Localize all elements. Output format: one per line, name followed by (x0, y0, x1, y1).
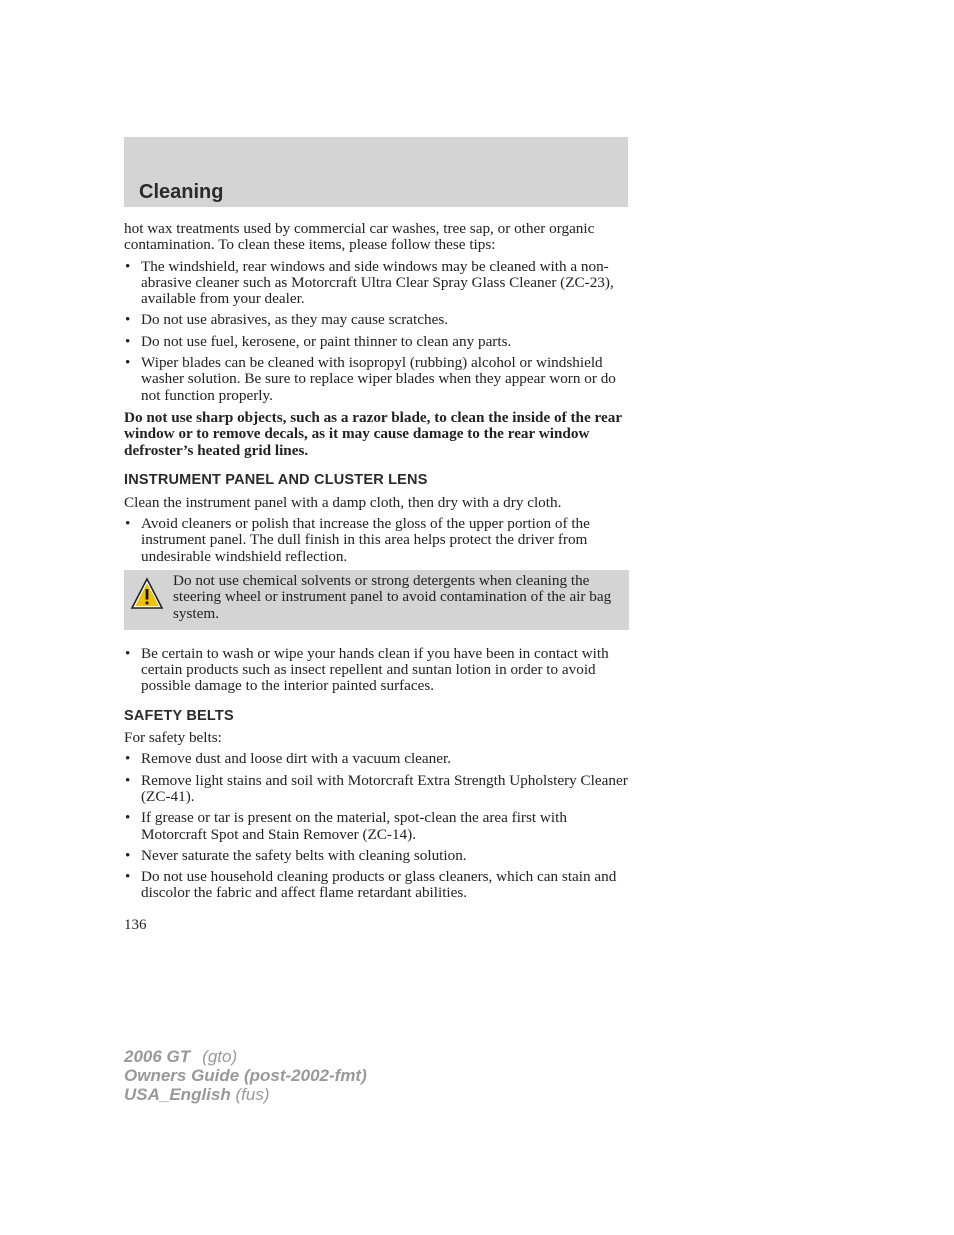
list-item: • Do not use fuel, kerosene, or paint thinner to clean any parts. (125, 332, 512, 350)
safety-belts-intro: For safety belts: (124, 729, 222, 747)
list-item: • If grease or tar is present on the material, spot-clean the area first with Motorcraft Spot and Stain Remover (ZC-14). (125, 809, 567, 843)
airbag-warning-box (124, 570, 629, 630)
bullet-glyph: • (125, 332, 131, 350)
section-header-band (124, 137, 628, 207)
list-item: • Remove dust and loose dirt with a vacuum cleaner. (125, 750, 451, 768)
list-item: • Avoid cleaners or polish that increase the gloss of the upper portion of the instrument panel. The dull finish in this area helps protect the driver from undesirable windshield reflection. (125, 515, 590, 565)
safety-belts-list (124, 751, 629, 901)
list-item: • Wiper blades can be cleaned with isopropyl (rubbing) alcohol or windshield washer solution. Be sure to replace wiper blades when they appear worn or do not function properly. (125, 354, 616, 404)
bullet-glyph: • (125, 846, 131, 864)
list-item: • Do not use abrasives, as they may cause scratches. (125, 311, 449, 329)
safety-belts-heading: SAFETY BELTS (124, 707, 234, 724)
document-footer (124, 1047, 367, 1104)
bullet-glyph: • (125, 515, 131, 533)
instrument-intro: Clean the instrument panel with a damp cloth, then dry with a dry cloth. (124, 493, 562, 511)
intro-paragraph: hot wax treatments used by commercial car washes, tree sap, or other organic contamination. To clean these items, please follow these tips: (124, 220, 595, 254)
bullet-glyph: • (125, 771, 131, 789)
instrument-panel-heading: INSTRUMENT PANEL AND CLUSTER LENS (124, 472, 428, 489)
bullet-glyph: • (125, 809, 131, 827)
footer-line-model: 2006 GT (gto) (124, 1047, 238, 1066)
footer-line-locale: USA_English (fus) (124, 1085, 270, 1104)
page-number: 136 (124, 916, 147, 933)
bold-warning-text: Do not use sharp objects, such as a razor blade, to clean the inside of the rear window or to remove decals, as it may cause damage to the rear window defroster’s heated grid lines. (124, 408, 622, 459)
footer-line-guide: Owners Guide (post-2002-fmt) (124, 1066, 367, 1085)
airbag-warning-text: Do not use chemical solvents or strong detergents when cleaning the steering wheel or instrument panel to avoid contamination of the air bag system. (173, 571, 612, 622)
bullet-glyph: • (125, 868, 131, 886)
section-title: Cleaning (139, 181, 224, 203)
bullet-glyph: • (125, 257, 131, 275)
list-item: • Be certain to wash or wipe your hands clean if you have been in contact with certain products such as insect repellent and suntan lotion in order to avoid possible damage to the interior painted surfaces. (125, 644, 609, 695)
bullet-glyph: • (125, 354, 131, 372)
instrument-list (124, 516, 629, 565)
hands-list (124, 646, 629, 695)
glass-tips-list (124, 259, 629, 404)
bullet-glyph: • (125, 644, 131, 662)
warning-triangle-icon (130, 577, 164, 611)
list-item: • Never saturate the safety belts with cleaning solution. (125, 846, 467, 864)
list-item: • The windshield, rear windows and side windows may be cleaned with a non-abrasive cleaner such as Motorcraft Ultra Clear Spray Glass Cleaner (ZC-23), available from your dealer. (125, 257, 614, 308)
list-item: • Do not use household cleaning products or glass cleaners, which can stain and discolor the fabric and affect flame retardant abilities. (125, 868, 617, 902)
bullet-glyph: • (125, 750, 131, 768)
list-item: • Remove light stains and soil with Motorcraft Extra Strength Upholstery Cleaner (ZC-41). (125, 771, 628, 805)
page-content (124, 221, 629, 933)
bullet-glyph: • (125, 311, 131, 329)
